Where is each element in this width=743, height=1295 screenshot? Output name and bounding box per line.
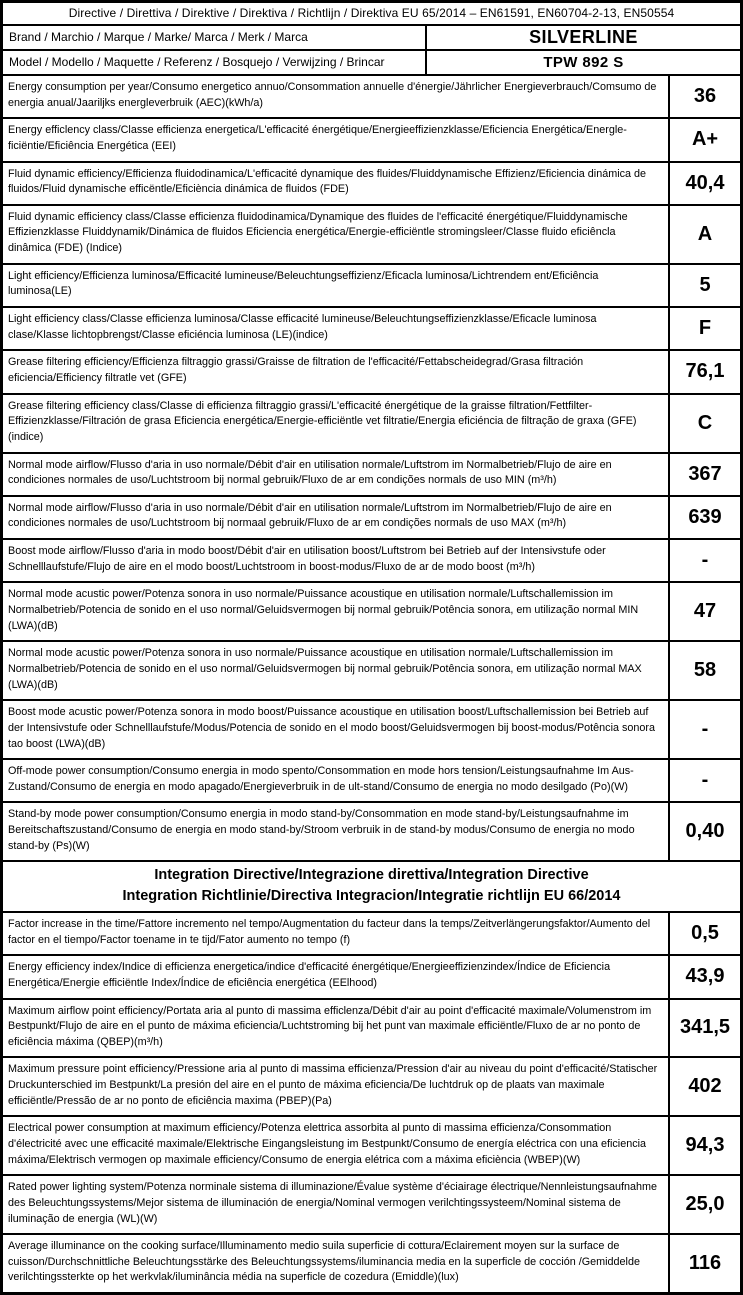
integration-directive-header xyxy=(3,860,740,911)
row-label: Energy consumption per year/Consumo energetico annuo/Consommation annuelle d'énergie/Jährlicher Energieverbrauch/Comsumo de energia anual/Jaariljks energleverbruik (AEC)(kWh/a) xyxy=(8,81,657,109)
row-label: Normal mode airflow/Flusso d'aria in uso normale/Débit d'air en utilisation normale/Luftstrom im Normalbetrieb/Flujo de aire en condiciones normales de uso/Luchtstroom bij normal gebruik/Fluxo de ar em condições normals de uso MIN (m³/h) xyxy=(8,458,612,487)
row-label: Normal mode airflow/Flusso d'aria in uso normale/Débit d'air en utilisation normale/Luftstrom im Normalbetrieb/Flujo de aire en condiciones normales de uso/Luchtstroom bij normaal gebruik/Fluxo de ar em condições normals de uso MAX (m³/h) xyxy=(8,501,612,530)
directive-header: Directive / Direttiva / Direktive / Direktiva / Richtlijn / Direktiva EU 65/2014 – EN61591, EN60704-2-13, EN50554 xyxy=(68,6,675,20)
row-label: Fluid dynamic efficiency class/Classe efficienza fluidodinamica/Dynamique des fluides de l'efficacité énergétique/Fluiddynamische Effizienzklasse Fluiddynamik/Dinámica de fluidos Eficiencia energética/Energie-efficiëntle stromingsleer/Classe fluido eficiêncla dinâmica (FDE) (Indice) xyxy=(8,210,628,255)
row-value: 402 xyxy=(668,1058,740,1115)
row-value: 94,3 xyxy=(668,1117,740,1174)
table-row xyxy=(3,74,740,117)
table-row xyxy=(3,581,740,640)
brand-label: Brand / Marchio / Marque / Marke/ Marca / Merk / Marca xyxy=(3,26,427,49)
row-value: 116 xyxy=(668,1235,740,1292)
row-value: - xyxy=(668,540,740,581)
row-value: 58 xyxy=(668,642,740,699)
row-value: A xyxy=(668,206,740,263)
table-row xyxy=(3,1174,740,1233)
row-value: F xyxy=(668,308,740,349)
table-row xyxy=(3,306,740,349)
row-label: Stand-by mode power consumption/Consumo energia in modo stand-by/Consommation en mode stand-by/Leistungsaufnahme im Bereitschaftszustand/Consumo de energia en modo stand-by/Stroom verbruik in de stand-by modus/Consumo de energia no modo stand-by (Ps)(W) xyxy=(8,808,635,852)
table-row xyxy=(3,393,740,452)
table-row xyxy=(3,1233,740,1292)
row-value: - xyxy=(668,760,740,801)
row-label: Energy efficlency class/Classe efficienza energetica/L'efficacité énergétique/Energieeffizienzklasse/Eficiencia Energética/Energle-ficiëntie/Eficiência Energética (EEI) xyxy=(8,124,627,152)
row-label: Average illuminance on the cooking surface/Illuminamento medio suila superficie di cottura/Eclairement moyen sur la surface de cuisson/Durchschnittliche Beleuchtungsstärke des Beleuchtungssystems/iluminancia media en la superficle de cocción /Gemiddelde verilchtingssterkte op het werkvlak/iluminância média na superficle de cozedura (Emiddle)(lux) xyxy=(8,1240,640,1284)
table-row xyxy=(3,1115,740,1174)
integration-header-line1: Integration Directive/Integrazione direttiva/Integration Directive xyxy=(154,867,589,884)
row-value: 0,40 xyxy=(668,803,740,860)
table-row xyxy=(3,998,740,1057)
model-value: TPW 892 S xyxy=(543,54,624,71)
table-row xyxy=(3,495,740,538)
row-label: Fluid dynamic efficiency/Efficienza fluidodinamica/L'efficacité dynamique des fluides/Fluiddynamische Effizienz/Eficiencia dinámica de fluidos/Fluid dynamische efficëntle/Eficiència dinámica de fluidos (FDE) xyxy=(8,167,647,196)
row-value: C xyxy=(668,395,740,452)
table-row xyxy=(3,161,740,204)
row-value: 5 xyxy=(668,265,740,306)
model-row xyxy=(3,49,740,74)
row-label: Boost mode acustic power/Potenza sonora in modo boost/Puissance acoustique en utilisation boost/Luftschallemission bei Betrieb auf der Intensivstufe oder Schnelllaufstufe/Modus/Potencia de sonido en el modo boost/Geluidsvermogen bij boost-modus/Potência sonora tao boost (LWA)(dB) xyxy=(8,706,656,750)
table-row xyxy=(3,954,740,997)
brand-value: SILVERLINE xyxy=(529,27,638,47)
row-value: 40,4 xyxy=(668,163,740,204)
table-row xyxy=(3,911,740,954)
row-value: A+ xyxy=(668,119,740,160)
row-label: Energy efficiency index/Indice di efficienza energetica/indice d'efficacité énergétique/Energieeffizienzindex/Índice de Eficiencia Energética/Energie efficiëntle Index/Índice de eficiência energética (EElhood) xyxy=(8,961,611,989)
table-row xyxy=(3,1056,740,1115)
row-label: Maximum pressure point efficiency/Pressione aria al punto di massima efficienza/Pression d'air au niveau du point d'efficacité/Statischer Druckunterschied im Bestpunkt/La presión del aire en el punto de máxima eficiencia/De luchtdruk op de plaats van maximale efficiëntle/Pressão de ar no ponto de eficiência maxima (PBEP)(Pa) xyxy=(8,1063,658,1107)
row-label: Off-mode power consumption/Consumo energia in modo spento/Consommation en mode hors tension/Leistungsaufnahme Im Aus-Zustand/Consumo de energia en modo apagado/Energieverbruik in de ult-stand/Consumo de energia no modo desilgado (Po)(W) xyxy=(8,765,634,793)
row-label: Electrical power consumption at maximum efficiency/Potenza elettrica assorbita al punto di massima efficienza/Consommation d'électricité avec une efficacité maximale/Elektrische Eingangsleistung im Bestpunkt/Consumo de energía eléctrica con una eficiencia máxima/Elektrisch vermogen op maximale efficiency/Consumo de energia elétrica com a máxima eficiència (WBEP)(W) xyxy=(8,1122,647,1166)
row-label: Light efficiency class/Classe efficienza luminosa/Classe efficacité lumineuse/Beleuchtungseffizienzklasse/Eficacle luminosa clase/Klasse lichtopbrengst/Classe eficiéncia luminosa (LE)(indice) xyxy=(8,313,597,341)
table-row xyxy=(3,758,740,801)
row-value: 43,9 xyxy=(668,956,740,997)
table-eu65 xyxy=(3,74,740,860)
table-row xyxy=(3,117,740,160)
row-label: Maximum airflow point efficiency/Portata aria al punto di massima efficlenza/Débit d'air au point d'efficacité maximale/Volumenstrom im Bestpunkt/Flujo de aire en el punto de máxima eficiencia/Luchtstroming bij het punt van maximale efficiëntle/Fluxo de ar no ponto de eficiência máxima (QBEP)(m³/h) xyxy=(8,1004,652,1048)
model-label: Model / Modello / Maquette / Referenz / Bosquejo / Verwijzing / Brincar xyxy=(3,51,427,74)
row-value: 367 xyxy=(668,454,740,495)
row-label: Grease filtering efficiency/Efficienza filtraggio grassi/Graisse de filtration de l'efficacité/Fettabscheidegrad/Grasa filtración eficiencia/Efficiency filtratle vet (GFE) xyxy=(8,356,584,384)
row-value: 76,1 xyxy=(668,351,740,392)
table-row xyxy=(3,349,740,392)
row-value: - xyxy=(668,701,740,758)
row-value: 47 xyxy=(668,583,740,640)
row-label: Normal mode acustic power/Potenza sonora in uso normale/Puissance acoustique en utilisation normale/Luftschallemission im Normalbetrieb/Potencia de sonido en el uso normal/Geluidsvermogen bij normal gebruik/Potência sonora, em utilização normal MIN (LWA)(dB) xyxy=(8,588,639,632)
row-label: Boost mode airflow/Flusso d'aria in modo boost/Débit d'air en utilisation boost/Luftstrom bei Betrieb auf der Intensivstufe oder Schnelllaufstufe/Flujo de aire en el modo boost/Luchtstroom in boost-modus/Fluxo de ar de modo boost (m³/h) xyxy=(8,545,606,573)
table-eu66 xyxy=(3,911,740,1292)
row-label: Rated power lighting system/Potenza norminale sistema di illuminazione/Évalue système d'éciairage électrique/Nennleistungsaufnahme des Beleuchtungssystems/Mejor sistema de illuminación de energia/Nominal vermogen verilchtingssysteem/Nominal sistema de iluminação de energia (WL)(W) xyxy=(8,1181,658,1225)
table-row xyxy=(3,263,740,306)
row-value: 25,0 xyxy=(668,1176,740,1233)
table-row xyxy=(3,640,740,699)
table-row xyxy=(3,538,740,581)
row-label: Factor increase in the time/Fattore incremento nel tempo/Augmentation du facteur dans la temps/Zeitverlängerungsfaktor/Aumento del factor en el tiempo/Factor toename in te tijd/Fator aumento no tempo (f) xyxy=(8,917,651,946)
integration-header-line2: Integration Richtlinie/Directiva Integracion/Integratie richtlijn EU 66/2014 xyxy=(122,887,621,904)
row-value: 639 xyxy=(668,497,740,538)
row-label: Grease filtering efficiency class/Classe di efficienza filtraggio grassi/L'efficacité énergétique de la graisse filtration/Fettfilter-Effizienzklasse/Filtración de grasa Eficiencia energética/Energie-efficiëntle vet filtratie/Energia eficiéncia de filtração de graxa (GFE)(indice) xyxy=(8,399,637,443)
row-label: Normal mode acustic power/Potenza sonora in uso normale/Puissance acoustique en utilisation normale/Luftschallemission im Normalbetrieb/Potencia de sonido en el uso normal/Geluidsvermogen bij normal gebruik/Potência sonora, em utilização normal MAX (LWA)(dB) xyxy=(8,647,642,691)
row-value: 0,5 xyxy=(668,913,740,954)
brand-row xyxy=(3,24,740,49)
table-row xyxy=(3,452,740,495)
table-row xyxy=(3,699,740,758)
table-row xyxy=(3,801,740,860)
table-row xyxy=(3,204,740,263)
row-label: Light efficiency/Efficienza luminosa/Efficacité lumineuse/Beleuchtungseffizienz/Eficacla luminosa/Lichtrendem ent/Eficiência luminosa(LE) xyxy=(8,269,599,298)
row-value: 36 xyxy=(668,76,740,117)
row-value: 341,5 xyxy=(668,1000,740,1057)
